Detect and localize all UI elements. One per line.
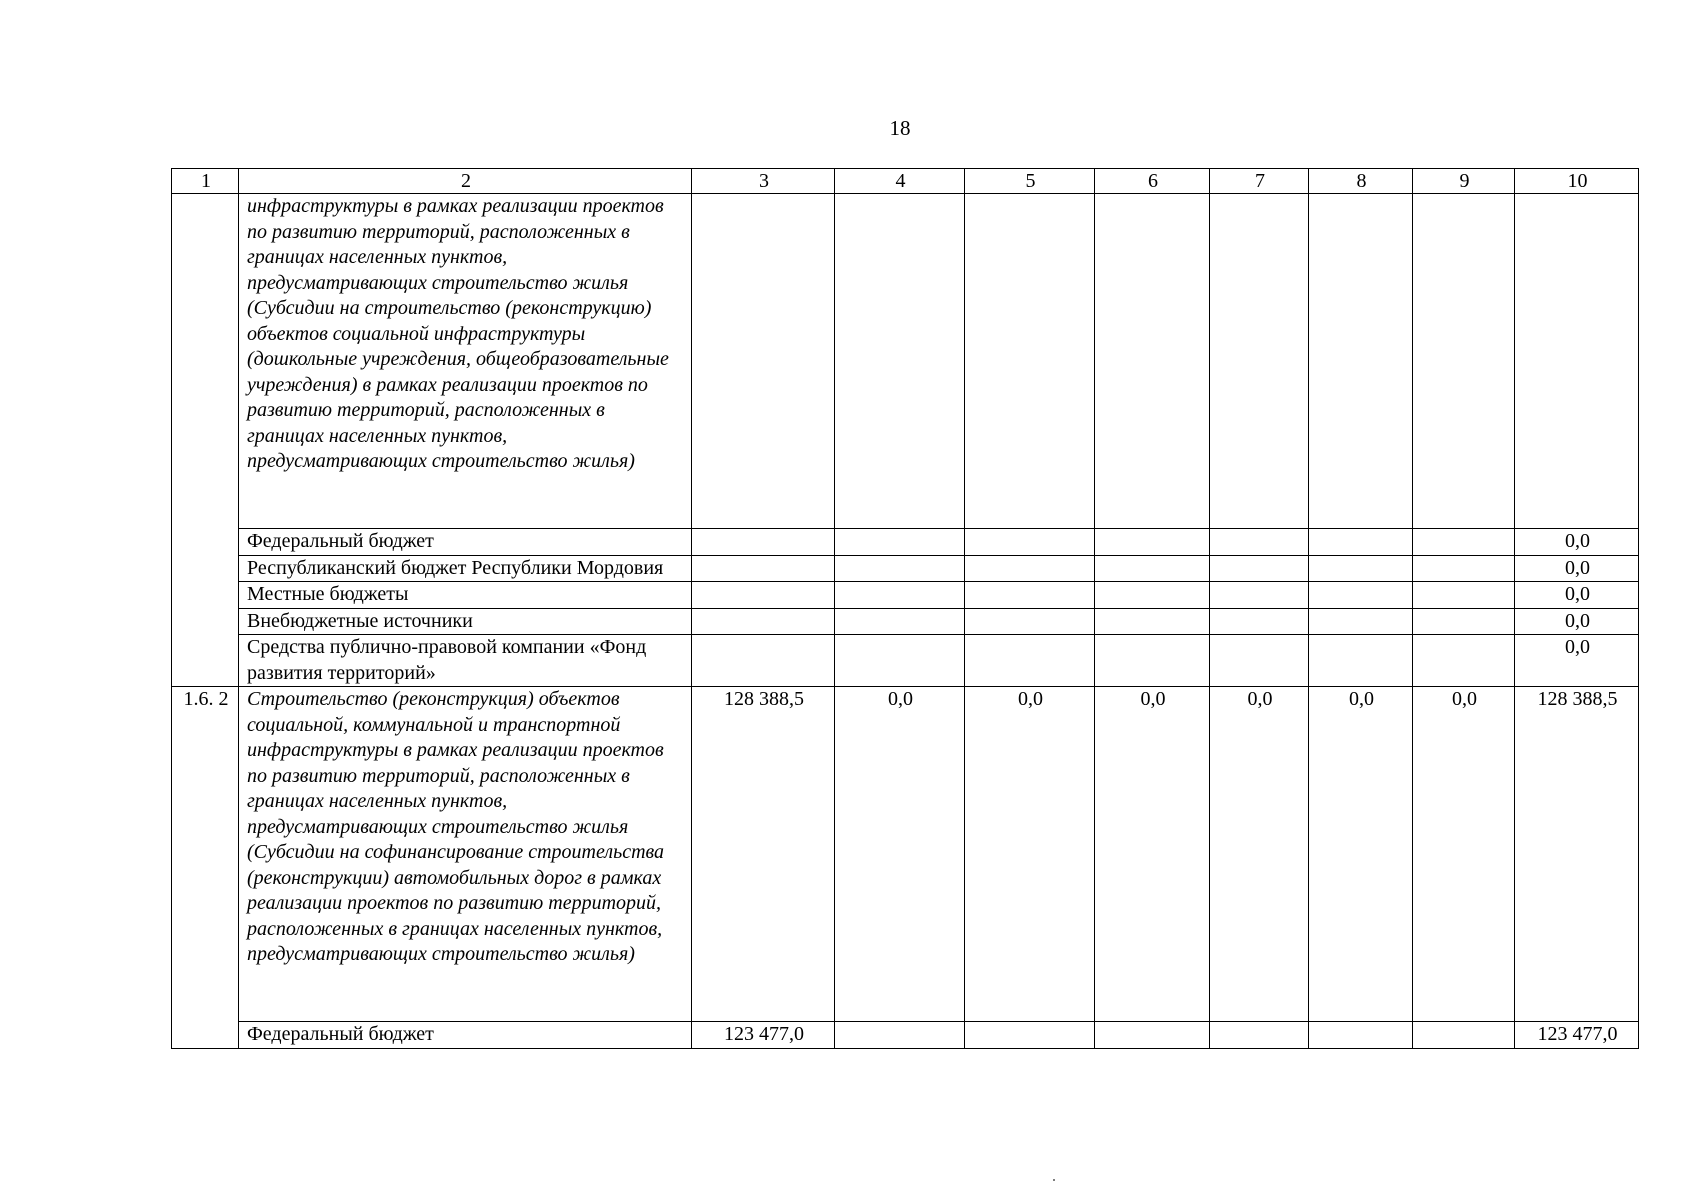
column-number: 4 (835, 169, 965, 194)
value-cell (1413, 194, 1515, 529)
column-number: 3 (692, 169, 835, 194)
column-number: 1 (172, 169, 239, 194)
value-cell (1210, 194, 1309, 529)
column-number-row (172, 169, 1639, 194)
value-cell: 128 388,5 (692, 687, 835, 1022)
funding-source-label: Местные бюджеты (239, 582, 692, 609)
row-index-cell (172, 194, 239, 687)
column-number: 9 (1413, 169, 1515, 194)
value-cell: 0,0 (1413, 687, 1515, 1022)
measure-description: инфраструктуры в рамках реализации проектов по развитию территорий, расположенных в границах населенных пунктов, предусматривающих строительство жилья (Субсидии на строительство (реконструкцию) объектов социальной инфраструктуры (дошкольные учреждения, общеобразовательные учреждения) в рамках реализации проектов по развитию территорий, расположенных в границах населенных пунктов, предусматривающих строительство жилья) (239, 194, 692, 529)
table-row (172, 529, 1639, 556)
funding-source-label: Федеральный бюджет (239, 529, 692, 556)
total-value: 0,0 (1515, 555, 1639, 582)
row-index: 1.6. 2 (172, 687, 239, 1049)
measure-description: Строительство (реконструкция) объектов социальной, коммунальной и транспортной инфраструктуры в рамках реализации проектов по развитию территорий, расположенных в границах населенных пунктов, предусматривающих строительство жилья (Субсидии на софинансирование строительства (реконструкции) автомобильных дорог в рамках реализации проектов по развитию территорий, расположенных в границах населенных пунктов, предусматривающих строительство жилья) (239, 687, 692, 1022)
total-value: 0,0 (1515, 635, 1639, 687)
table-row (172, 555, 1639, 582)
table-row (172, 687, 1639, 1022)
funding-source-label: Средства публично-правовой компании «Фонд развития территорий» (239, 635, 692, 687)
total-value: 0,0 (1515, 608, 1639, 635)
table-row (172, 194, 1639, 529)
value-cell: 0,0 (1095, 687, 1210, 1022)
value-cell (692, 194, 835, 529)
value-cell: 0,0 (835, 687, 965, 1022)
total-value: 0,0 (1515, 529, 1639, 556)
value-cell (1309, 194, 1413, 529)
total-value: 123 477,0 (1515, 1022, 1639, 1049)
column-number: 2 (239, 169, 692, 194)
column-number: 10 (1515, 169, 1639, 194)
table-row (172, 635, 1639, 687)
funding-source-label: Федеральный бюджет (239, 1022, 692, 1049)
value-cell: 123 477,0 (692, 1022, 835, 1049)
budget-table (171, 168, 1639, 1049)
value-cell (1515, 194, 1639, 529)
value-cell (965, 194, 1095, 529)
column-number: 6 (1095, 169, 1210, 194)
table-row (172, 608, 1639, 635)
column-number: 8 (1309, 169, 1413, 194)
funding-source-label: Республиканский бюджет Республики Мордовия (239, 555, 692, 582)
total-value: 0,0 (1515, 582, 1639, 609)
table-row (172, 1022, 1639, 1049)
value-cell: 0,0 (1210, 687, 1309, 1022)
scan-speck (1053, 1179, 1055, 1181)
value-cell (835, 194, 965, 529)
page-number: 18 (889, 116, 911, 140)
value-cell: 0,0 (965, 687, 1095, 1022)
total-value: 128 388,5 (1515, 687, 1639, 1022)
column-number: 7 (1210, 169, 1309, 194)
column-number: 5 (965, 169, 1095, 194)
value-cell (1095, 194, 1210, 529)
table-row (172, 582, 1639, 609)
funding-source-label: Внебюджетные источники (239, 608, 692, 635)
value-cell: 0,0 (1309, 687, 1413, 1022)
